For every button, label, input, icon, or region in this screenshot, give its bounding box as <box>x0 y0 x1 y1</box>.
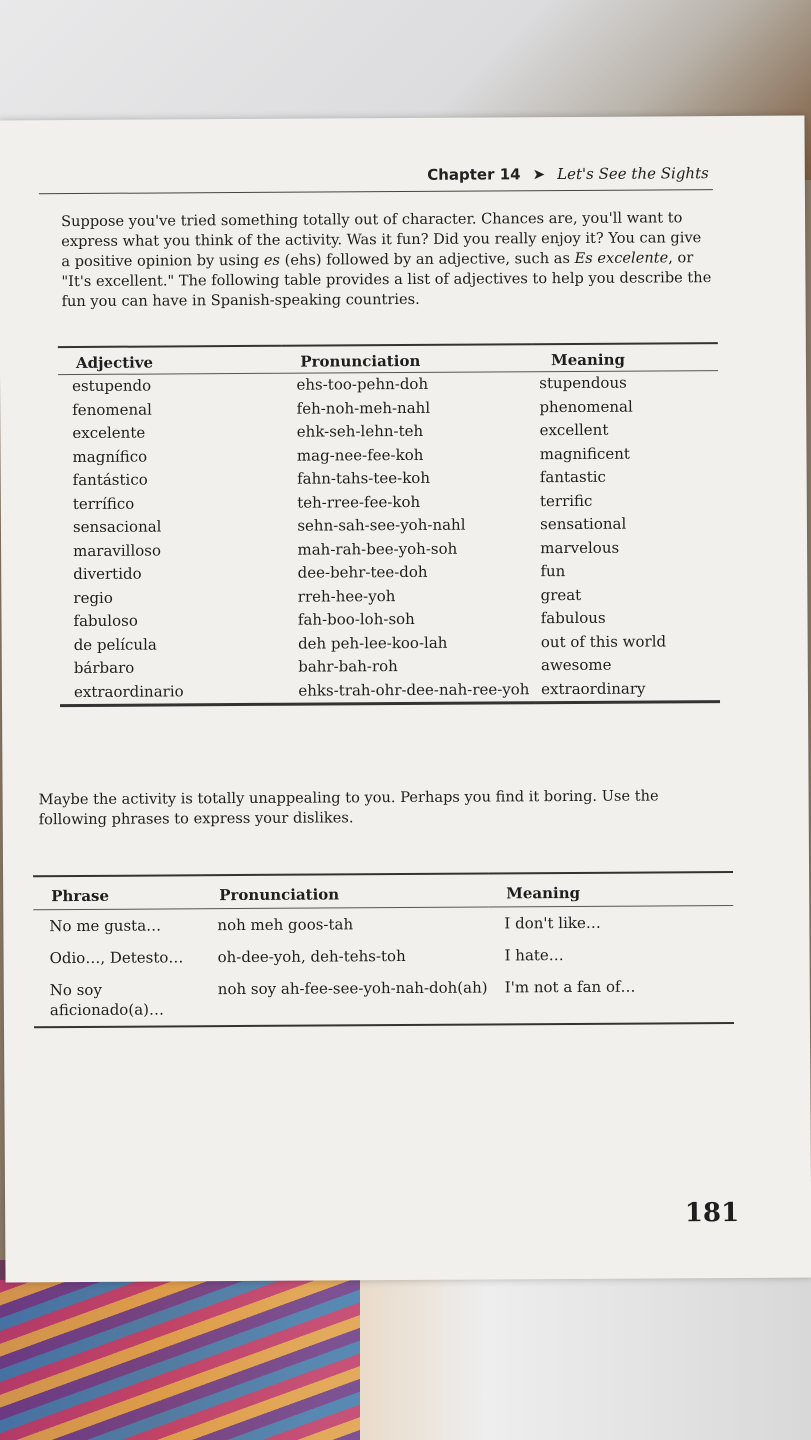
pronunciation-cell: dee-behr-tee-doh <box>297 562 428 582</box>
meaning-cell: fantastic <box>539 467 606 487</box>
table-row <box>33 938 733 974</box>
example-phrase: Es excelente <box>574 249 669 267</box>
meaning-cell: awesome <box>540 655 612 675</box>
dislike-paragraph: Maybe the activity is totally unappealing to you. Perhaps you find it boring. Use the following phrases to express your dislikes. <box>38 787 659 829</box>
meaning-cell: I hate… <box>504 946 564 965</box>
term-cell: sensacional <box>72 517 162 537</box>
term-cell: No soy aficionado(a)… <box>49 980 165 1020</box>
pronunciation-cell: ehk-seh-lehn-teh <box>296 421 424 441</box>
pronunciation-cell: mag-nee-fee-koh <box>296 445 424 465</box>
term-cell: divertido <box>73 564 142 584</box>
pronunciation-cell: mah-rah-bee-yoh-soh <box>297 539 458 559</box>
pronunciation-cell: bahr-bah-roh <box>298 657 398 676</box>
pronunciation-cell: noh soy ah-fee-see-yoh-nah-doh(ah) <box>217 978 488 999</box>
pronunciation-cell: fah-boo-loh-soh <box>297 609 415 629</box>
pronunciation-cell: noh meh goos-tah <box>217 915 354 935</box>
pronunciation-cell: ehs-too-pehn-doh <box>296 374 429 394</box>
table-row <box>58 371 718 399</box>
meaning-cell: out of this world <box>540 631 667 651</box>
phrases-table <box>33 871 734 1028</box>
header-adjective: Adjective <box>58 346 283 375</box>
pronunciation-cell: ehks-trah-ohr-dee-nah-ree-yoh <box>298 679 530 700</box>
term-cell: fabuloso <box>73 611 138 631</box>
meaning-cell: fun <box>540 562 566 581</box>
table-row <box>60 677 720 706</box>
term-cell: fenomenal <box>72 400 152 419</box>
book-page <box>0 116 811 1283</box>
pronunciation-cell: feh-noh-meh-nahl <box>296 398 431 418</box>
term-cell: estupendo <box>72 376 152 396</box>
meaning-cell: sensational <box>540 514 627 534</box>
arrow-icon: ➤ <box>532 165 546 184</box>
es-term: es <box>263 251 281 269</box>
table-header-row <box>33 872 733 910</box>
term-cell: Odio…, Detesto… <box>49 948 184 968</box>
header-meaning: Meaning <box>488 872 733 907</box>
meaning-cell: phenomenal <box>539 397 633 416</box>
term-cell: magnífico <box>72 447 148 466</box>
table-row <box>34 970 734 1027</box>
pronunciation-cell: sehn-sah-see-yoh-nahl <box>297 515 466 535</box>
pronunciation-cell: rreh-hee-yoh <box>297 586 396 606</box>
header-meaning: Meaning <box>533 343 718 372</box>
meaning-cell: magnificent <box>539 444 630 463</box>
phrases-table-body <box>33 905 734 1027</box>
meaning-cell: extraordinary <box>541 679 646 698</box>
meaning-cell: I'm not a fan of… <box>504 977 636 997</box>
pronunciation-cell: oh-dee-yoh, deh-tehs-toh <box>217 947 406 967</box>
meaning-cell: stupendous <box>539 373 627 393</box>
pronunciation-cell: fahn-tahs-tee-koh <box>296 468 431 488</box>
meaning-cell: marvelous <box>540 538 620 557</box>
meaning-cell: I don't like… <box>504 913 601 933</box>
meaning-cell: excellent <box>539 420 609 440</box>
pronunciation-cell: teh-rree-fee-koh <box>297 492 421 512</box>
table-row <box>58 442 718 470</box>
term-cell: terrífico <box>72 494 135 513</box>
table-row <box>60 630 720 658</box>
page-number: 181 <box>684 1197 740 1229</box>
header-pronunciation: Pronunciation <box>282 344 533 373</box>
term-cell: de película <box>73 635 157 654</box>
header-rule <box>39 189 713 194</box>
term-cell: No me gusta… <box>49 916 162 936</box>
table-row <box>58 395 718 423</box>
table-row <box>59 512 719 540</box>
adjectives-table <box>58 342 720 707</box>
adjectives-table-body <box>58 371 720 706</box>
header-pronunciation: Pronunciation <box>201 873 488 908</box>
term-cell: fantástico <box>72 470 148 490</box>
chapter-label: Chapter 14 <box>427 165 521 184</box>
table-header-row <box>58 343 718 375</box>
term-cell: bárbaro <box>73 658 135 678</box>
section-title: Let's See the Sights <box>557 164 709 184</box>
header-phrase: Phrase <box>33 875 201 910</box>
term-cell: extraordinario <box>73 681 184 701</box>
table-row <box>33 905 733 942</box>
term-cell: maravilloso <box>73 540 162 560</box>
term-cell: excelente <box>72 423 146 443</box>
blanket-pattern <box>0 1280 360 1440</box>
term-cell: regio <box>73 588 113 607</box>
running-head <box>427 164 709 184</box>
intro-paragraph: Suppose you've tried something totally out of character. Chances are, you'll want to express what you think of the activity. Was it fun? Did you really enjoy it? You can give a positive opinion by using es (ehs) followed by an adjective, such as Es excelente, or "It's excellent." The following table provides a list of adjectives to help you describe the fun you can have in Spanish-speaking countries. <box>61 209 712 311</box>
meaning-cell: great <box>540 585 582 604</box>
pronunciation-cell: deh peh-lee-koo-lah <box>297 633 448 653</box>
meaning-cell: fabulous <box>540 608 606 628</box>
meaning-cell: terrific <box>539 491 593 510</box>
